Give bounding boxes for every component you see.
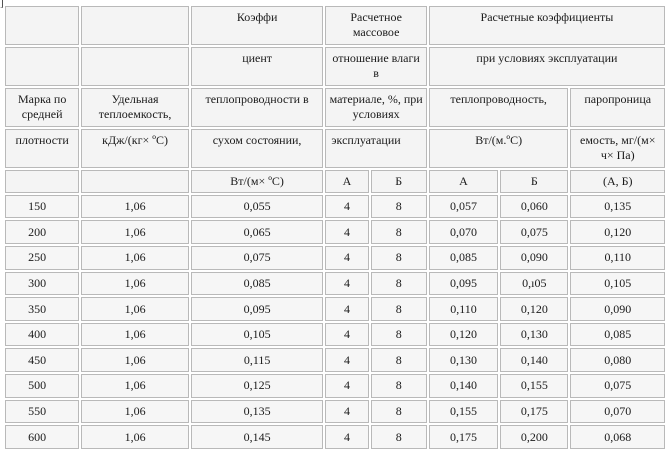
header-cell: А: [325, 170, 368, 193]
table-cell: 4: [325, 348, 368, 372]
table-cell: 250: [5, 246, 79, 270]
header-cell: [81, 170, 188, 193]
table-cell: 600: [5, 425, 79, 449]
header-cell: теплопроводности в: [191, 88, 324, 127]
table-cell: 400: [5, 323, 79, 347]
table-cell: 8: [371, 246, 427, 270]
table-cell: 0,085: [191, 272, 324, 296]
table-row: [5, 220, 665, 244]
table-cell: 0,085: [570, 323, 665, 347]
table-cell: 0,055: [191, 195, 324, 219]
table-cell: 8: [371, 297, 427, 321]
header-cell: емость, мг/(м× ч× Па): [570, 129, 665, 168]
table-cell: 0,090: [500, 246, 568, 270]
header-cell: Удельная теплоемкость,: [81, 88, 188, 127]
header-cell: А: [429, 170, 498, 193]
table-cell: 150: [5, 195, 79, 219]
header-cell: [5, 170, 79, 193]
header-cell: Марка по средней: [5, 88, 79, 127]
table-cell: 0,130: [500, 323, 568, 347]
header-row-4: [5, 129, 665, 168]
table-cell: 500: [5, 374, 79, 398]
table-cell: 4: [325, 195, 368, 219]
table-cell: 1,06: [81, 323, 188, 347]
header-cell: паропроница: [570, 88, 665, 127]
table-cell: 0,075: [500, 220, 568, 244]
header-cell: материале, %, при условиях: [325, 88, 426, 127]
header-cell: Б: [500, 170, 568, 193]
table-row: [5, 425, 665, 449]
table-cell: 8: [371, 220, 427, 244]
table-row: [5, 374, 665, 398]
table-cell: 1,06: [81, 297, 188, 321]
table-cell: 1,06: [81, 425, 188, 449]
table-cell: 8: [371, 425, 427, 449]
table-cell: 0,075: [570, 374, 665, 398]
table-cell: 0,140: [429, 374, 498, 398]
table-cell: 0,060: [500, 195, 568, 219]
table-cell: 0,140: [500, 348, 568, 372]
table-cell: 0,175: [500, 400, 568, 424]
table-cell: 550: [5, 400, 79, 424]
table-cell: 0,105: [570, 272, 665, 296]
header-cell: Б: [371, 170, 427, 193]
header-cell: [5, 47, 79, 86]
table-row: [5, 297, 665, 321]
table-row: [5, 195, 665, 219]
table-cell: 0,105: [191, 323, 324, 347]
table-cell: 1,06: [81, 348, 188, 372]
table-cell: 0,090: [570, 297, 665, 321]
header-row-5: [5, 170, 665, 193]
table-cell: 0,120: [500, 297, 568, 321]
table-cell: 0,080: [570, 348, 665, 372]
table-cell: 0,068: [570, 425, 665, 449]
header-cell: сухом состоянии,: [191, 129, 324, 168]
table-cell: 0,115: [191, 348, 324, 372]
header-cell: (А, Б): [570, 170, 665, 193]
table-cell: 0,175: [429, 425, 498, 449]
table-cell: 0,200: [500, 425, 568, 449]
table-cell: 8: [371, 323, 427, 347]
table-cell: 4: [325, 220, 368, 244]
table-cell: 4: [325, 246, 368, 270]
corner-mark: ]: [0, 0, 4, 9]
header-cell: [5, 6, 79, 45]
table-cell: 4: [325, 400, 368, 424]
table-cell: 8: [371, 374, 427, 398]
header-cell: Вт/(м.ºС): [429, 129, 569, 168]
table-cell: 8: [371, 348, 427, 372]
header-cell: эксплуатации: [325, 129, 426, 168]
table-row: [5, 272, 665, 296]
table-cell: 0,120: [429, 323, 498, 347]
table-cell: 4: [325, 272, 368, 296]
table-row: [5, 323, 665, 347]
table-cell: 1,06: [81, 374, 188, 398]
table-cell: 0,145: [191, 425, 324, 449]
table-cell: 8: [371, 195, 427, 219]
header-cell: при условиях эксплуатации: [429, 47, 665, 86]
header-cell: кДж/(кг× ºС): [81, 129, 188, 168]
table-cell: 0,070: [570, 400, 665, 424]
table-cell: 0,ı05: [500, 272, 568, 296]
table-cell: 4: [325, 425, 368, 449]
table-cell: 0,085: [429, 246, 498, 270]
table-cell: 1,06: [81, 246, 188, 270]
table-cell: 0,095: [429, 272, 498, 296]
table-cell: 1,06: [81, 400, 188, 424]
table-cell: 200: [5, 220, 79, 244]
header-row-2: [5, 47, 665, 86]
header-cell: Вт/(м× ºС): [191, 170, 324, 193]
header-row-3: [5, 88, 665, 127]
header-cell: теплопроводность,: [429, 88, 569, 127]
table-cell: 8: [371, 272, 427, 296]
table-cell: 1,06: [81, 272, 188, 296]
header-row-1: [5, 6, 665, 45]
table-cell: 0,057: [429, 195, 498, 219]
table-cell: 0,070: [429, 220, 498, 244]
header-cell: отношение влаги в: [325, 47, 426, 86]
table-cell: 1,06: [81, 220, 188, 244]
table-cell: 4: [325, 323, 368, 347]
table-cell: 0,125: [191, 374, 324, 398]
header-cell: циент: [191, 47, 324, 86]
table-cell: 0,155: [429, 400, 498, 424]
table-row: [5, 348, 665, 372]
header-cell: Расчетные коэффициенты: [429, 6, 665, 45]
table-row: [5, 400, 665, 424]
table-cell: 8: [371, 400, 427, 424]
table-cell: 4: [325, 374, 368, 398]
table-cell: 0,065: [191, 220, 324, 244]
header-cell: Расчетное массовое: [325, 6, 426, 45]
header-cell: плотности: [5, 129, 79, 168]
table-row: [5, 246, 665, 270]
table-cell: 0,120: [570, 220, 665, 244]
table-cell: 450: [5, 348, 79, 372]
table-cell: 1,06: [81, 195, 188, 219]
table-cell: 0,110: [429, 297, 498, 321]
table-cell: 0,155: [500, 374, 568, 398]
table-cell: 0,135: [570, 195, 665, 219]
table-cell: 0,135: [191, 400, 324, 424]
table-cell: 0,075: [191, 246, 324, 270]
table-cell: 0,095: [191, 297, 324, 321]
header-cell: [81, 6, 188, 45]
table-cell: 350: [5, 297, 79, 321]
table-cell: 300: [5, 272, 79, 296]
table-cell: 0,110: [570, 246, 665, 270]
properties-table: [3, 4, 667, 451]
table-cell: 4: [325, 297, 368, 321]
header-cell: Коэффи: [191, 6, 324, 45]
table-cell: 0,130: [429, 348, 498, 372]
header-cell: [81, 47, 188, 86]
